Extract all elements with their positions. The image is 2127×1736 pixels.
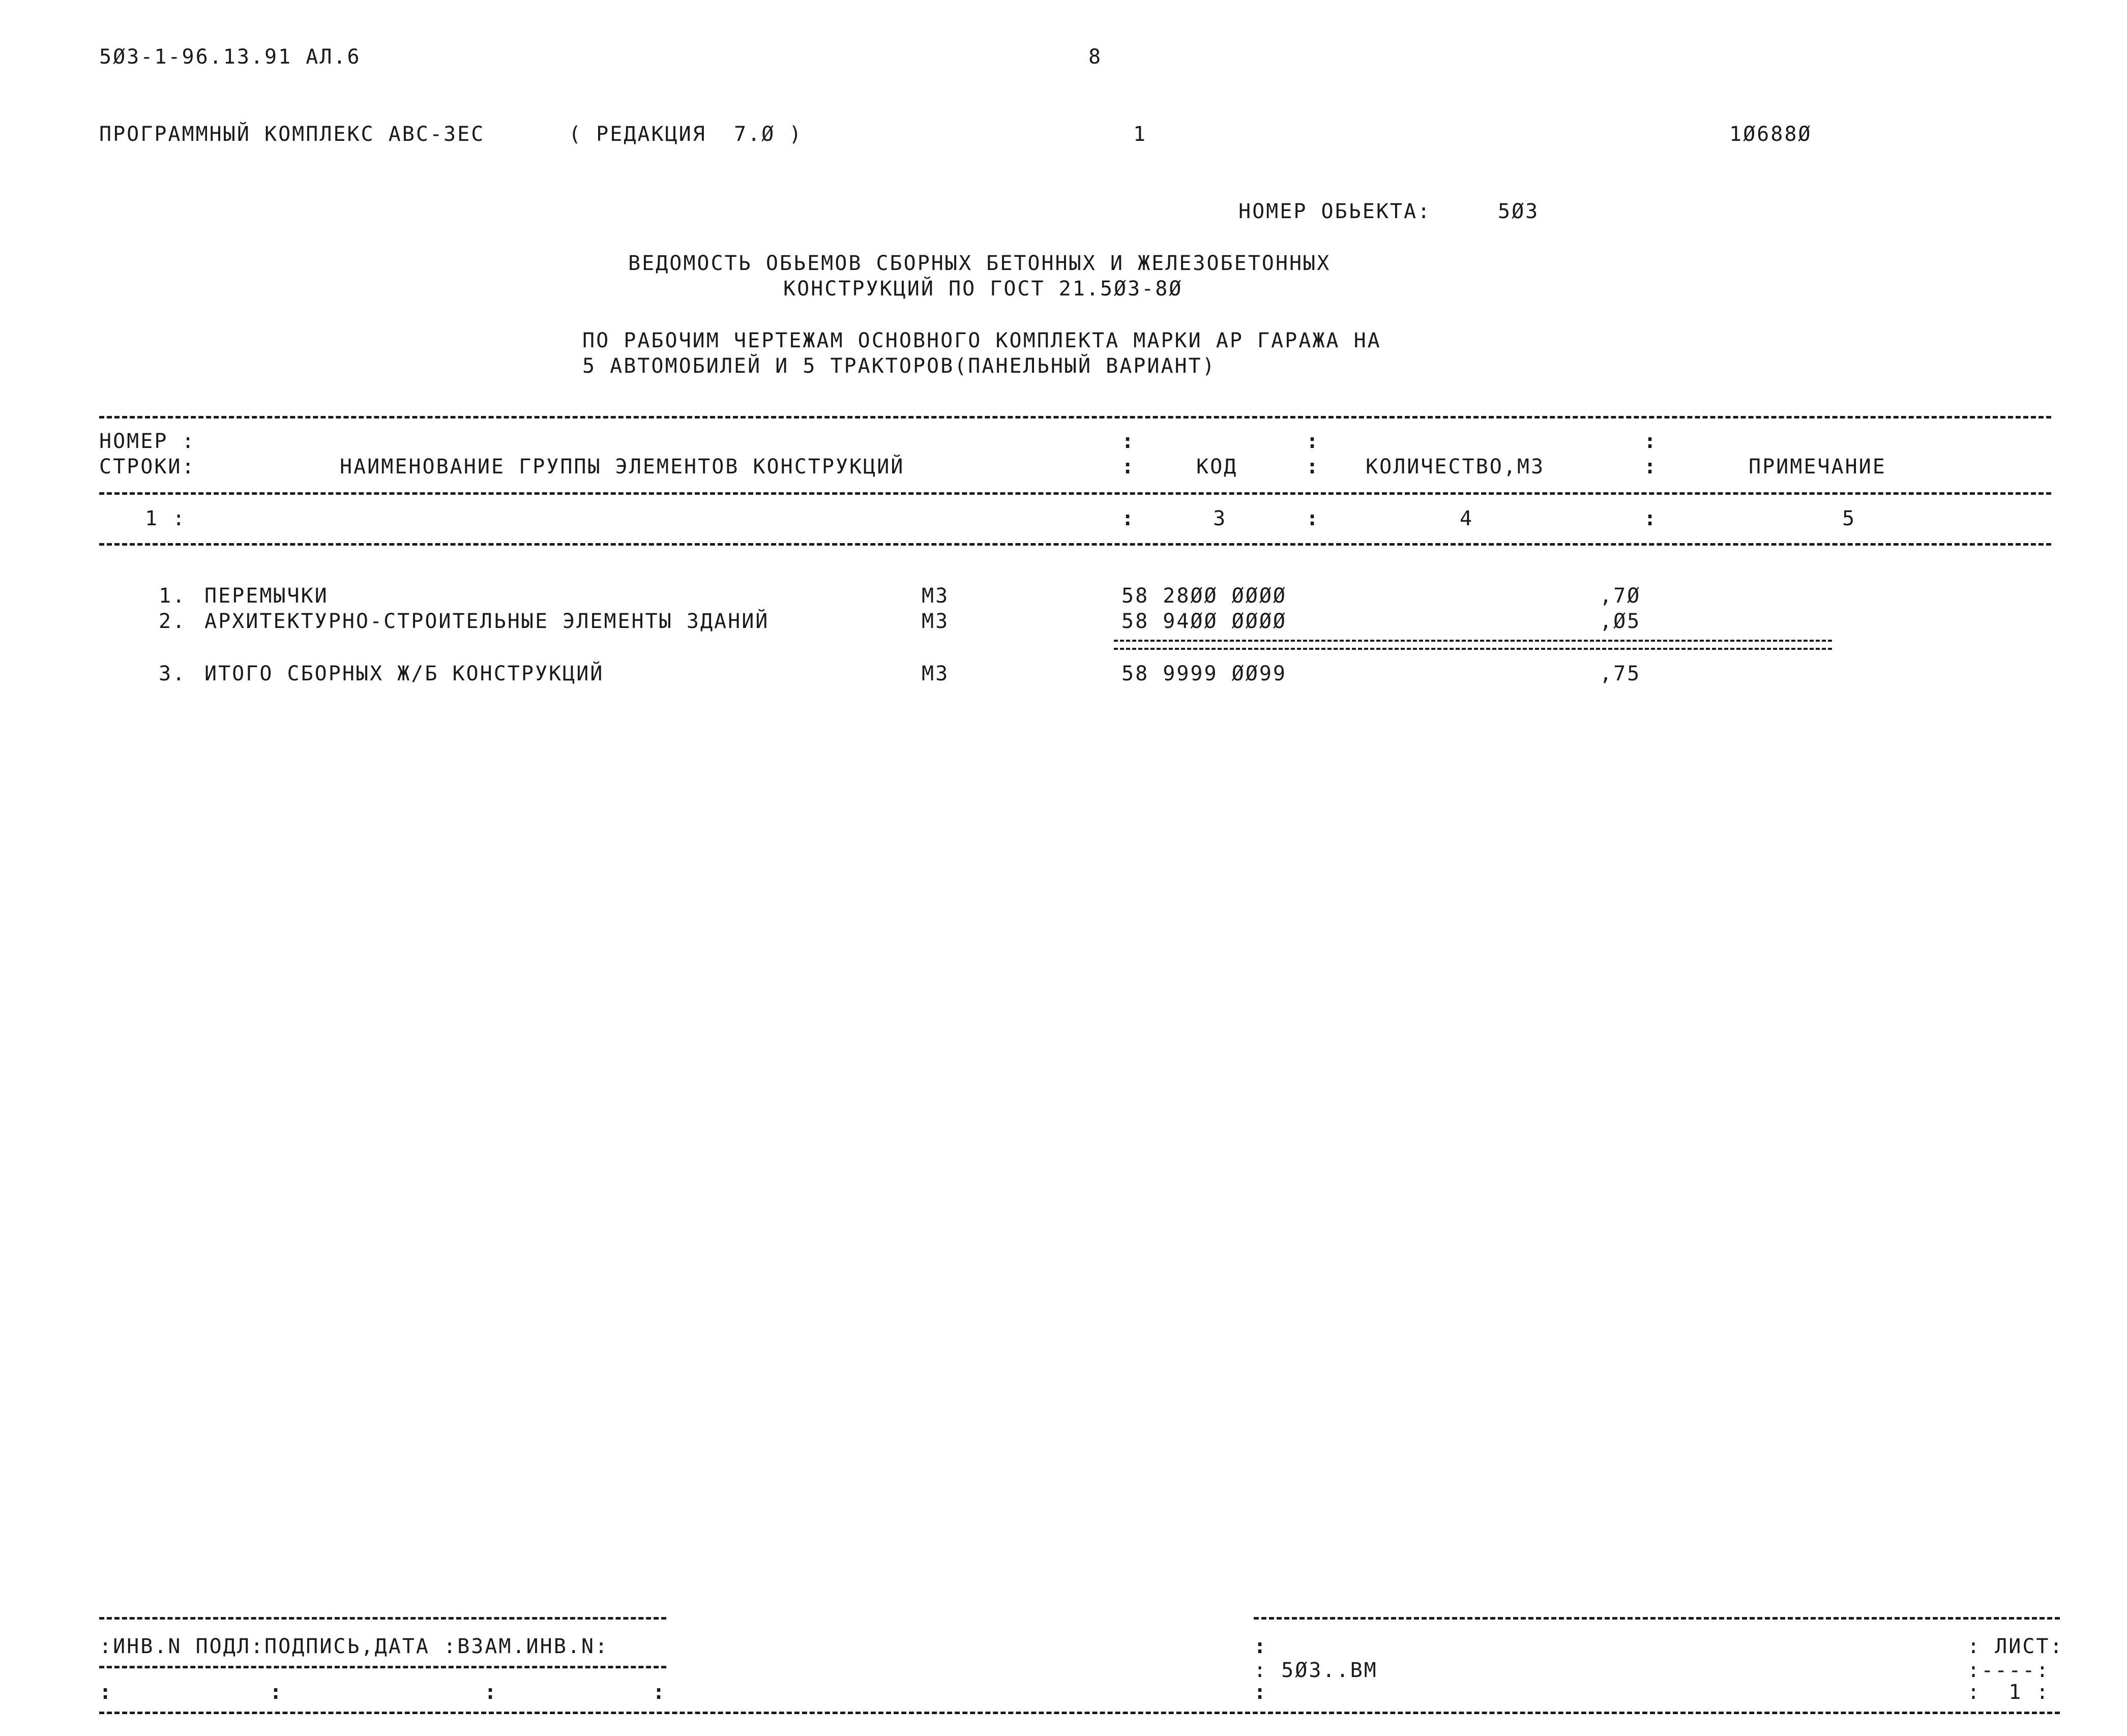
header-note: ПРИМЕЧАНИЕ bbox=[1749, 455, 1886, 478]
sheet-number: : 1 : bbox=[1967, 1681, 2050, 1704]
title-line-3: ПО РАБОЧИМ ЧЕРТЕЖАМ ОСНОВНОГО КОМПЛЕКТА МАРКИ АР ГАРАЖА НА bbox=[582, 329, 1381, 352]
column-separator: : bbox=[1306, 507, 1320, 530]
object-number: 5Ø3 bbox=[1498, 200, 1540, 223]
stamp-headers: :ИНВ.N ПОДЛ:ПОДПИСЬ,ДАТА :ВЗАМ.ИНВ.N: bbox=[99, 1635, 609, 1658]
column-number-1: 1 : bbox=[145, 507, 187, 530]
row-name: ПЕРЕМЫЧКИ bbox=[204, 584, 329, 608]
stamp-middle-rule bbox=[99, 1666, 666, 1668]
column-separator: : bbox=[1644, 430, 1658, 453]
titleblock-separator: : bbox=[1254, 1635, 1268, 1658]
column-separator: : bbox=[1121, 430, 1136, 453]
row-code: 58 94ØØ ØØØØ bbox=[1121, 610, 1287, 633]
row-quantity: ,75 bbox=[1600, 662, 1641, 685]
titleblock-separator: : bbox=[1254, 1681, 1268, 1704]
column-number-5: 5 bbox=[1842, 507, 1856, 530]
column-number-4: 4 bbox=[1460, 507, 1474, 530]
row-name: АРХИТЕКТУРНО-СТРОИТЕЛЬНЫЕ ЭЛЕМЕНТЫ ЗДАНИЙ bbox=[204, 610, 770, 633]
row-number: 3. bbox=[159, 662, 187, 685]
row-name: ИТОГО СБОРНЫХ Ж/Б КОНСТРУКЦИЙ bbox=[204, 662, 604, 685]
program-name: ПРОГРАММНЫЙ КОМПЛЕКС АВС-3ЕС bbox=[99, 123, 485, 146]
column-separator: : bbox=[1121, 455, 1136, 478]
page-number: 1 bbox=[1133, 123, 1147, 146]
column-separator: : bbox=[1121, 507, 1136, 530]
row-quantity: ,7Ø bbox=[1600, 584, 1641, 608]
header-code: КОД bbox=[1196, 455, 1238, 478]
header-rule bbox=[99, 492, 2051, 495]
title-line-2: КОНСТРУКЦИЙ ПО ГОСТ 21.5Ø3-8Ø bbox=[783, 277, 1183, 301]
row-number: 1. bbox=[159, 584, 187, 608]
stamp-separator: : bbox=[99, 1681, 113, 1704]
column-separator: : bbox=[1644, 507, 1658, 530]
document-reference: 5Ø3-1-96.13.91 АЛ.6 bbox=[99, 45, 361, 69]
header-row-number-2: СТРОКИ: bbox=[99, 455, 196, 478]
header-row-number-1: НОМЕР : bbox=[99, 430, 196, 453]
header-quantity: КОЛИЧЕСТВО,М3 bbox=[1366, 455, 1545, 478]
row-quantity: ,Ø5 bbox=[1600, 610, 1641, 633]
header-name: НАИМЕНОВАНИЕ ГРУППЫ ЭЛЕМЕНТОВ КОНСТРУКЦИЙ bbox=[340, 455, 905, 478]
column-separator: : bbox=[1306, 430, 1320, 453]
stamp-top-rule bbox=[99, 1617, 666, 1620]
stamp-separator: : bbox=[653, 1681, 667, 1704]
row-code: 58 9999 ØØ99 bbox=[1121, 662, 1287, 685]
row-number: 2. bbox=[159, 610, 187, 633]
row-unit: М3 bbox=[922, 610, 950, 633]
top-mark: 8 bbox=[1088, 45, 1103, 69]
titleblock-top-rule bbox=[1254, 1617, 2060, 1620]
title-line-4: 5 АВТОМОБИЛЕЙ И 5 ТРАКТОРОВ(ПАНЕЛЬНЫЙ ВАРИАНТ) bbox=[582, 354, 1216, 378]
sheet-label: : ЛИСТ: bbox=[1967, 1635, 2064, 1658]
column-number-3: 3 bbox=[1213, 507, 1227, 530]
document-number: 1Ø688Ø bbox=[1729, 123, 1812, 146]
sheet-divider: :----: bbox=[1967, 1659, 2050, 1682]
program-edition: ( РЕДАКЦИЯ 7.Ø ) bbox=[569, 123, 803, 146]
column-number-rule bbox=[99, 543, 2051, 546]
page-bottom-rule bbox=[99, 1712, 2060, 1714]
row-code: 58 28ØØ ØØØØ bbox=[1121, 584, 1287, 608]
row-unit: М3 bbox=[922, 662, 950, 685]
column-separator: : bbox=[1644, 455, 1658, 478]
stamp-separator: : bbox=[484, 1681, 498, 1704]
column-separator: : bbox=[1306, 455, 1320, 478]
titleblock-code: : 5Ø3..ВМ bbox=[1254, 1659, 1378, 1682]
table-top-rule bbox=[99, 416, 2051, 418]
row-unit: М3 bbox=[922, 584, 950, 608]
stamp-separator: : bbox=[270, 1681, 284, 1704]
object-label: НОМЕР ОБЬЕКТА: bbox=[1238, 200, 1432, 223]
total-double-rule bbox=[1114, 640, 1832, 650]
title-line-1: ВЕДОМОСТЬ ОБЬЕМОВ СБОРНЫХ БЕТОННЫХ И ЖЕЛЕЗОБЕТОННЫХ bbox=[628, 252, 1331, 275]
